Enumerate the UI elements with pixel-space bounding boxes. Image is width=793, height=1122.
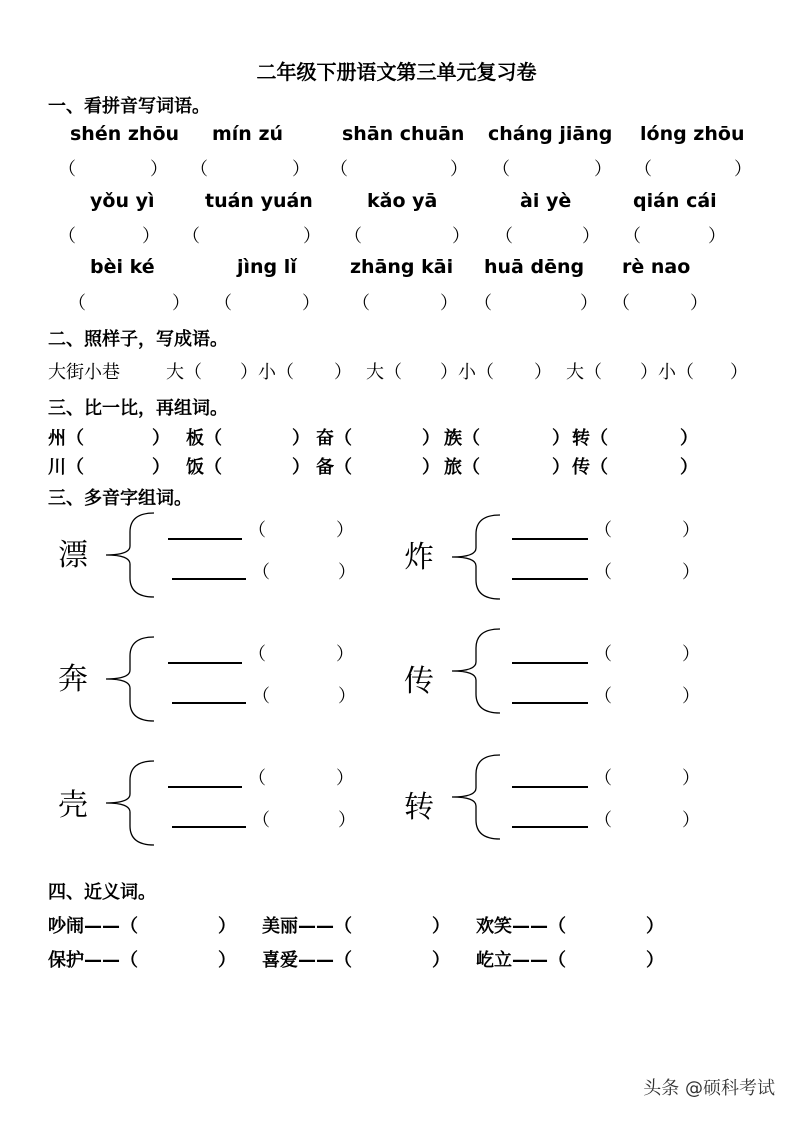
pinyin-close-paren: ）	[682, 644, 700, 665]
synonym-close: ）	[218, 950, 236, 971]
polyphone-char: 转	[404, 790, 434, 825]
answer-close-paren: ）	[302, 293, 320, 314]
synonym-item[interactable]: 美丽——（	[262, 916, 352, 937]
brace-icon	[446, 512, 506, 602]
idiom-blank[interactable]: ）小（	[240, 362, 294, 383]
answer-blank[interactable]	[512, 538, 588, 540]
pinyin-close-paren: ）	[682, 810, 700, 831]
idiom-blank[interactable]: ）小（	[440, 362, 494, 383]
answer-open-paren[interactable]: （	[495, 226, 513, 247]
pinyin: mín zú	[212, 123, 284, 145]
answer-open-paren[interactable]: （	[612, 293, 630, 314]
pinyin-open-paren[interactable]: （	[594, 520, 612, 541]
answer-open-paren[interactable]: （	[474, 293, 492, 314]
brace-icon	[446, 626, 506, 716]
compare-close: ）	[152, 457, 170, 478]
polyphone-char: 炸	[404, 540, 434, 575]
compare-item[interactable]: 传（	[572, 457, 608, 478]
pinyin: yǒu yì	[90, 190, 155, 212]
section-5-heading: 四、近义词。	[48, 882, 156, 903]
pinyin-open-paren[interactable]: （	[248, 768, 266, 789]
compare-item[interactable]: 板（	[186, 428, 222, 449]
pinyin-close-paren: ）	[682, 768, 700, 789]
answer-close-paren: ）	[142, 226, 160, 247]
brace-icon	[100, 510, 160, 600]
answer-open-paren[interactable]: （	[58, 159, 76, 180]
pinyin-close-paren: ）	[682, 562, 700, 583]
compare-item[interactable]: 族（	[444, 428, 480, 449]
compare-close: ）	[422, 428, 440, 449]
answer-open-paren[interactable]: （	[352, 293, 370, 314]
answer-blank[interactable]	[172, 702, 246, 704]
idiom-blank: ）	[334, 362, 352, 383]
answer-blank[interactable]	[512, 662, 588, 664]
polyphone-char: 传	[404, 664, 434, 699]
answer-open-paren[interactable]: （	[58, 226, 76, 247]
watermark: 头条 @硕科考试	[643, 1078, 775, 1099]
pinyin: shén zhōu	[70, 123, 180, 145]
synonym-close: ）	[646, 916, 664, 937]
brace-icon	[100, 758, 160, 848]
idiom-blank[interactable]: 大（	[366, 362, 402, 383]
page-title: 二年级下册语文第三单元复习卷	[256, 60, 537, 84]
polyphone-char: 奔	[58, 662, 88, 697]
answer-blank[interactable]	[512, 578, 588, 580]
compare-close: ）	[552, 457, 570, 478]
pinyin-close-paren: ）	[336, 520, 354, 541]
pinyin-open-paren[interactable]: （	[594, 686, 612, 707]
idiom-blank: ）	[730, 362, 748, 383]
pinyin-open-paren[interactable]: （	[248, 520, 266, 541]
answer-close-paren: ）	[440, 293, 458, 314]
compare-item[interactable]: 奋（	[316, 428, 352, 449]
pinyin-close-paren: ）	[338, 810, 356, 831]
pinyin: huā dēng	[484, 256, 585, 278]
answer-close-paren: ）	[690, 293, 708, 314]
polyphone-char: 壳	[58, 788, 88, 823]
synonym-close: ）	[432, 916, 450, 937]
pinyin-close-paren: ）	[338, 686, 356, 707]
answer-close-paren: ）	[172, 293, 190, 314]
answer-open-paren[interactable]: （	[492, 159, 510, 180]
answer-close-paren: ）	[292, 159, 310, 180]
brace-icon	[446, 752, 506, 842]
pinyin-close-paren: ）	[338, 562, 356, 583]
pinyin: kǎo yā	[367, 190, 438, 212]
answer-close-paren: ）	[580, 293, 598, 314]
answer-blank[interactable]	[172, 826, 246, 828]
section-2-heading: 二、照样子，写成语。	[48, 329, 228, 350]
synonym-item[interactable]: 喜爱——（	[262, 950, 352, 971]
pinyin: ài yè	[520, 190, 572, 212]
answer-blank[interactable]	[168, 538, 242, 540]
pinyin-close-paren: ）	[336, 644, 354, 665]
pinyin: tuán yuán	[205, 190, 313, 212]
synonym-close: ）	[646, 950, 664, 971]
answer-open-paren[interactable]: （	[623, 226, 641, 247]
pinyin-close-paren: ）	[682, 520, 700, 541]
pinyin: rè nao	[622, 256, 691, 278]
answer-blank[interactable]	[512, 702, 588, 704]
compare-close: ）	[680, 428, 698, 449]
pinyin-close-paren: ）	[682, 686, 700, 707]
answer-close-paren: ）	[452, 226, 470, 247]
synonym-close: ）	[432, 950, 450, 971]
section-3-heading: 三、比一比，再组词。	[48, 398, 228, 419]
answer-blank[interactable]	[512, 826, 588, 828]
section-4-heading: 三、多音字组词。	[48, 488, 192, 509]
pinyin-open-paren[interactable]: （	[248, 644, 266, 665]
idiom-blank[interactable]: 大（	[166, 362, 202, 383]
polyphone-char: 漂	[58, 538, 88, 573]
compare-close: ）	[152, 428, 170, 449]
answer-blank[interactable]	[172, 578, 246, 580]
answer-close-paren: ）	[582, 226, 600, 247]
pinyin-open-paren[interactable]: （	[252, 810, 270, 831]
pinyin-open-paren[interactable]: （	[594, 768, 612, 789]
pinyin-open-paren[interactable]: （	[594, 810, 612, 831]
synonym-close: ）	[218, 916, 236, 937]
pinyin-open-paren[interactable]: （	[594, 644, 612, 665]
pinyin-close-paren: ）	[336, 768, 354, 789]
answer-open-paren[interactable]: （	[344, 226, 362, 247]
compare-close: ）	[422, 457, 440, 478]
answer-open-paren[interactable]: （	[214, 293, 232, 314]
compare-close: ）	[680, 457, 698, 478]
answer-open-paren[interactable]: （	[182, 226, 200, 247]
idiom-blank: ）	[534, 362, 552, 383]
brace-icon	[100, 634, 160, 724]
section-1-heading: 一、看拼音写词语。	[48, 96, 210, 117]
pinyin: lóng zhōu	[640, 123, 745, 145]
answer-open-paren[interactable]: （	[190, 159, 208, 180]
pinyin: zhāng kāi	[350, 256, 454, 278]
compare-item[interactable]: 备（	[316, 457, 352, 478]
pinyin-open-paren[interactable]: （	[594, 562, 612, 583]
synonym-item[interactable]: 屹立——（	[476, 950, 566, 971]
compare-item[interactable]: 转（	[572, 428, 608, 449]
synonym-item[interactable]: 吵闹——（	[48, 916, 138, 937]
answer-open-paren[interactable]: （	[634, 159, 652, 180]
idiom-blank[interactable]: ）小（	[640, 362, 694, 383]
answer-blank[interactable]	[168, 786, 242, 788]
answer-close-paren: ）	[450, 159, 468, 180]
idiom-blank[interactable]: 大（	[566, 362, 602, 383]
synonym-item[interactable]: 保护——（	[48, 950, 138, 971]
answer-open-paren[interactable]: （	[68, 293, 86, 314]
compare-close: ）	[292, 428, 310, 449]
pinyin: cháng jiāng	[488, 123, 613, 145]
compare-close: ）	[552, 428, 570, 449]
answer-close-paren: ）	[303, 226, 321, 247]
compare-item[interactable]: 旅（	[444, 457, 480, 478]
pinyin-open-paren[interactable]: （	[252, 686, 270, 707]
answer-close-paren: ）	[734, 159, 752, 180]
pinyin: bèi ké	[90, 256, 155, 278]
compare-item[interactable]: 州（	[48, 428, 84, 449]
compare-item[interactable]: 饭（	[186, 457, 222, 478]
pinyin: jìng lǐ	[237, 256, 297, 278]
pinyin-open-paren[interactable]: （	[252, 562, 270, 583]
answer-blank[interactable]	[168, 662, 242, 664]
answer-close-paren: ）	[594, 159, 612, 180]
answer-close-paren: ）	[708, 226, 726, 247]
idiom-example: 大街小巷	[48, 362, 120, 383]
synonym-item[interactable]: 欢笑——（	[476, 916, 566, 937]
compare-item[interactable]: 川（	[48, 457, 84, 478]
pinyin: qián cái	[633, 190, 717, 212]
compare-close: ）	[292, 457, 310, 478]
answer-open-paren[interactable]: （	[330, 159, 348, 180]
answer-close-paren: ）	[150, 159, 168, 180]
answer-blank[interactable]	[512, 786, 588, 788]
pinyin: shān chuān	[342, 123, 465, 145]
